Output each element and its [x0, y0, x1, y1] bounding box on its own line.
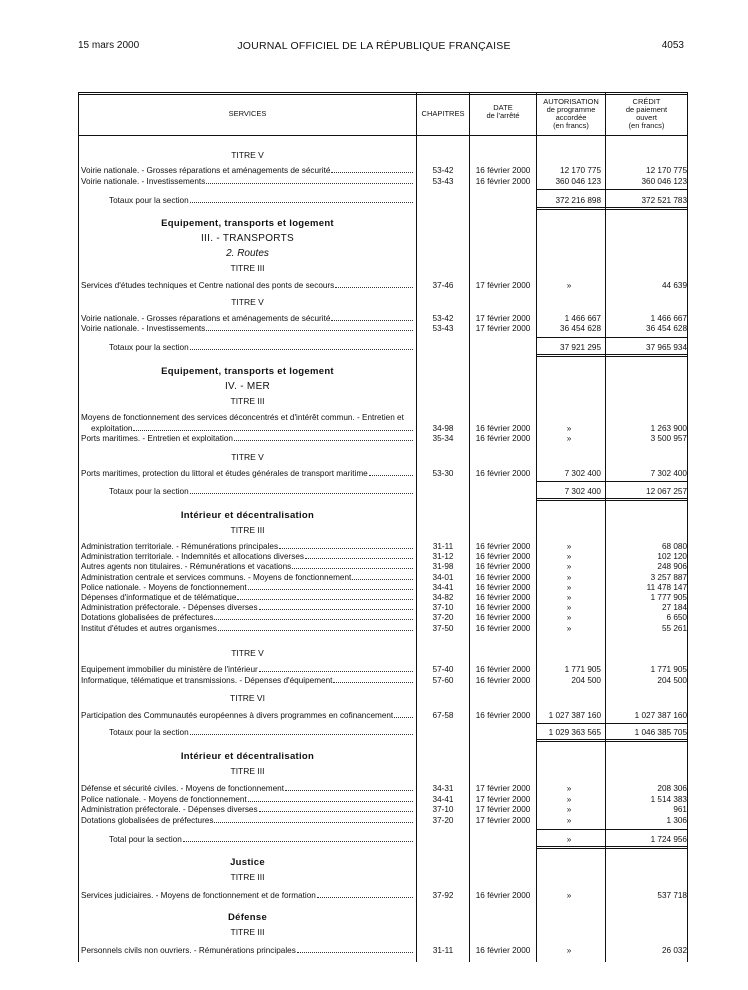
leader-dots — [237, 592, 413, 600]
titre-heading: TITRE VI — [230, 693, 265, 703]
table-row — [79, 794, 687, 805]
total-autorisation: 1 029 363 565 — [548, 728, 601, 737]
row-desc — [81, 794, 414, 805]
table-top-border — [78, 92, 688, 93]
ministry-heading: Défense — [227, 912, 268, 923]
col-head-cr-l2: de paiement — [625, 105, 668, 114]
row-autorisation: » — [566, 582, 572, 592]
row-date: 16 février 2000 — [475, 562, 531, 572]
row-desc-text: Informatique, télématique et transmissions. - Dépenses d'équipement — [81, 676, 333, 685]
titre-heading: TITRE III — [230, 766, 265, 776]
row-desc-text: Administration territoriale. - Rémunérations principales — [81, 542, 279, 551]
row-desc-text: Défense et sécurité civiles. - Moyens de fonctionnement — [81, 784, 284, 793]
col-head-aut-l2: de programme — [546, 105, 596, 114]
table-row — [79, 710, 687, 721]
total-rule — [537, 723, 687, 724]
total-double-rule-2 — [537, 500, 687, 501]
col-head-date — [470, 104, 536, 120]
row-credit: 102 120 — [657, 552, 687, 562]
row-desc-text: Personnels civils non ouvriers. - Rémunérations principales — [81, 946, 296, 955]
row-desc-text: Administration centrale et services communs. - Moyens de fonctionnement — [81, 572, 352, 582]
row-desc-text: Voirie nationale. - Investissements — [81, 177, 206, 186]
leader-dots — [292, 561, 413, 569]
row-autorisation: » — [566, 805, 572, 814]
titre-heading: TITRE V — [231, 297, 264, 307]
total-rule — [537, 829, 687, 830]
row-autorisation: 1 466 667 — [564, 314, 601, 323]
row-date: 16 février 2000 — [475, 572, 531, 582]
row-date: 16 février 2000 — [475, 665, 531, 674]
col-head-autorisation — [537, 98, 605, 130]
table-row — [79, 165, 687, 176]
row-date: 16 février 2000 — [475, 469, 531, 478]
total-label — [109, 342, 414, 353]
row-credit: 1 514 383 — [650, 794, 687, 804]
leader-dots — [248, 794, 413, 802]
col-head-date-l2: de l'arrêté — [486, 111, 520, 120]
row-credit: 36 454 628 — [646, 324, 687, 333]
total-autorisation: 7 302 400 — [564, 487, 601, 496]
row-date: 16 février 2000 — [475, 676, 531, 685]
row-desc-text: Police nationale. - Moyens de fonctionnement — [81, 794, 247, 804]
col-head-aut-l4: (en francs) — [553, 121, 589, 130]
titre-heading: TITRE III — [230, 872, 265, 882]
leader-dots — [369, 468, 413, 476]
row-autorisation: » — [566, 593, 572, 602]
titre-heading: TITRE III — [230, 263, 265, 273]
row-credit: 360 046 123 — [641, 177, 687, 186]
table-row — [79, 815, 687, 826]
row-autorisation: » — [566, 613, 572, 623]
row-chapitre: 35-34 — [432, 434, 454, 443]
table-row — [79, 623, 687, 634]
row-desc — [81, 176, 414, 187]
leader-dots — [214, 815, 413, 823]
row-autorisation: » — [566, 784, 572, 793]
total-double-rule-2 — [537, 848, 687, 849]
row-desc-text: Ports maritimes. - Entretien et exploitation — [81, 434, 233, 443]
col-border-chapitres — [469, 92, 470, 962]
row-desc-text: Ports maritimes, protection du littoral et études générales de transport maritime — [81, 469, 368, 478]
row-date: 17 février 2000 — [475, 281, 531, 290]
row-chapitre: 53-30 — [432, 469, 454, 478]
section-heading: IV. - MER — [224, 381, 271, 392]
row-credit: 248 906 — [657, 562, 687, 572]
ministry-heading: Justice — [230, 857, 265, 868]
row-chapitre: 37-92 — [432, 891, 454, 900]
row-desc-text: Services d'études techniques et Centre national des ponts de secours — [81, 281, 335, 290]
row-desc-text: Equipement immobilier du ministère de l'intérieur — [81, 665, 258, 674]
total-credit: 37 965 934 — [646, 343, 687, 352]
total-double-rule — [537, 354, 687, 355]
row-desc-text: Police nationale. - Moyens de fonctionnement — [81, 582, 247, 592]
row-autorisation: » — [566, 891, 572, 900]
titre-heading: TITRE III — [230, 396, 265, 406]
row-date: 16 février 2000 — [475, 552, 531, 562]
leader-dots — [331, 313, 413, 321]
leader-dots — [279, 541, 413, 549]
row-autorisation: 204 500 — [571, 676, 601, 685]
leader-dots — [234, 433, 413, 441]
page-date: 15 mars 2000 — [78, 40, 140, 51]
leader-dots — [285, 783, 413, 791]
total-credit: 1 046 385 705 — [634, 728, 687, 737]
total-double-rule-2 — [537, 741, 687, 742]
table-row — [79, 675, 687, 686]
leader-dots — [259, 664, 413, 672]
row-date: 16 février 2000 — [475, 891, 531, 900]
row-chapitre: 57-60 — [432, 676, 454, 685]
row-credit: 1 027 387 160 — [634, 711, 687, 720]
row-date: 16 février 2000 — [475, 711, 531, 720]
row-desc — [81, 623, 414, 634]
row-credit: 3 500 957 — [650, 434, 687, 443]
col-border-services — [416, 92, 417, 962]
row-date: 17 février 2000 — [475, 784, 531, 793]
col-head-date-l1: DATE — [493, 103, 513, 112]
row-desc-text: Autres agents non titulaires. - Rémunérations et vacations — [81, 562, 292, 572]
row-autorisation: » — [566, 572, 572, 582]
row-autorisation: » — [566, 281, 572, 290]
row-chapitre: 34-01 — [432, 572, 454, 582]
row-autorisation: » — [566, 794, 572, 804]
total-label — [109, 727, 414, 738]
total-double-rule — [537, 739, 687, 740]
leader-dots — [206, 323, 413, 331]
row-chapitre: 57-40 — [432, 665, 454, 674]
titre-heading: TITRE V — [231, 150, 264, 160]
row-credit: 1 777 905 — [650, 593, 687, 602]
table-row — [79, 280, 687, 291]
col-border-right — [687, 92, 688, 962]
leader-dots — [352, 572, 413, 580]
total-row — [79, 486, 687, 497]
leader-dots — [317, 890, 413, 898]
leader-dots — [259, 602, 413, 610]
row-credit: 7 302 400 — [650, 469, 687, 478]
total-rule — [537, 337, 687, 338]
row-credit: 1 771 905 — [650, 665, 687, 674]
col-border-date — [536, 92, 537, 962]
row-chapitre: 34-41 — [432, 794, 454, 804]
titre-heading: TITRE V — [231, 648, 264, 658]
row-chapitre: 37-46 — [432, 281, 454, 290]
row-credit: 55 261 — [661, 623, 687, 633]
row-desc-text: Administration territoriale. - Indemnités et allocations diverses — [81, 552, 304, 562]
row-date: 17 février 2000 — [475, 815, 531, 825]
table-row — [79, 945, 687, 956]
row-autorisation: 36 454 628 — [560, 324, 601, 333]
row-chapitre: 34-31 — [432, 784, 454, 793]
row-chapitre: 31-11 — [432, 542, 454, 551]
row-desc — [81, 323, 414, 334]
row-credit: 537 718 — [657, 891, 687, 900]
row-credit: 961 — [673, 805, 687, 814]
row-credit: 1 263 900 — [650, 424, 687, 433]
leader-dots — [218, 623, 413, 631]
col-head-cr-l4: (en francs) — [628, 121, 665, 130]
row-desc — [81, 675, 414, 686]
leader-dots — [183, 834, 413, 842]
total-label — [109, 486, 414, 497]
row-autorisation: 360 046 123 — [555, 177, 601, 186]
row-autorisation: 12 170 775 — [560, 166, 601, 175]
col-head-services: SERVICES — [228, 109, 267, 118]
row-date: 16 février 2000 — [475, 946, 531, 955]
row-credit: 3 257 887 — [650, 572, 687, 582]
row-credit: 26 032 — [661, 946, 687, 955]
row-credit: 44 639 — [661, 281, 687, 290]
table-row — [79, 176, 687, 187]
row-autorisation: » — [566, 603, 572, 613]
leader-dots — [331, 165, 413, 173]
total-label-text: Totaux pour la section — [109, 487, 189, 496]
row-desc — [81, 468, 414, 479]
row-desc — [81, 945, 414, 956]
row-chapitre: 37-20 — [432, 613, 454, 623]
row-desc — [81, 890, 414, 901]
total-label-text: Total pour la section — [109, 835, 182, 844]
row-chapitre: 37-10 — [432, 603, 454, 613]
ministry-heading: Intérieur et décentralisation — [180, 751, 315, 762]
row-chapitre: 53-42 — [432, 314, 454, 323]
row-chapitre: 53-42 — [432, 166, 454, 175]
row-autorisation: » — [566, 552, 572, 562]
row-date: 17 février 2000 — [475, 794, 531, 804]
leader-dots — [333, 675, 413, 683]
total-autorisation: 372 216 898 — [555, 196, 601, 205]
col-border-autorisation — [605, 92, 606, 962]
row-desc — [81, 280, 414, 291]
titre-heading: TITRE III — [230, 525, 265, 535]
table-row — [79, 804, 687, 815]
total-label-text: Totaux pour la section — [109, 196, 189, 205]
row-credit: 12 170 775 — [646, 166, 687, 175]
table-row — [79, 412, 687, 423]
row-credit: 1 466 667 — [650, 314, 687, 323]
leader-dots — [190, 486, 413, 494]
row-desc-text: Dotations globalisées de préfectures — [81, 613, 214, 623]
row-chapitre: 67-58 — [432, 711, 454, 720]
row-date: 16 février 2000 — [475, 177, 531, 186]
total-credit: 372 521 783 — [641, 196, 687, 205]
row-desc — [81, 664, 414, 675]
row-desc-text: Dotations globalisées de préfectures — [81, 815, 214, 825]
row-credit: 1 306 — [666, 815, 687, 825]
row-chapitre: 34-82 — [432, 593, 454, 602]
row-date: 16 février 2000 — [475, 623, 531, 633]
total-autorisation: 37 921 295 — [560, 343, 601, 352]
row-date: 16 février 2000 — [475, 582, 531, 592]
row-chapitre: 37-10 — [432, 805, 454, 814]
row-date: 16 février 2000 — [475, 434, 531, 443]
row-autorisation: » — [566, 815, 572, 825]
total-double-rule — [537, 846, 687, 847]
titre-heading: TITRE V — [231, 452, 264, 462]
row-date: 16 février 2000 — [475, 613, 531, 623]
row-autorisation: 1 771 905 — [564, 665, 601, 674]
row-chapitre: 53-43 — [432, 324, 454, 333]
table-row — [79, 890, 687, 901]
leader-dots — [394, 710, 413, 718]
ministry-heading: Intérieur et décentralisation — [180, 510, 315, 521]
row-autorisation: 1 027 387 160 — [548, 711, 601, 720]
table-row — [79, 783, 687, 794]
total-row — [79, 834, 687, 845]
titre-heading: TITRE III — [230, 927, 265, 937]
subsection-heading: 2. Routes — [226, 248, 269, 259]
row-autorisation: » — [566, 542, 572, 551]
row-date: 17 février 2000 — [475, 314, 531, 323]
row-desc-text: Voirie nationale. - Grosses réparations et aménagements de sécurité — [81, 166, 331, 175]
total-double-rule-2 — [537, 356, 687, 357]
ministry-heading: Equipement, transports et logement — [161, 366, 334, 377]
row-credit: 6 650 — [666, 613, 687, 623]
total-row — [79, 342, 687, 353]
table-row — [79, 433, 687, 444]
col-head-cr-l1: CRÉDIT — [632, 97, 661, 106]
total-credit: 1 724 956 — [650, 835, 687, 844]
leader-dots — [305, 551, 413, 559]
leader-dots — [297, 945, 413, 953]
row-chapitre: 34-98 — [432, 424, 454, 433]
row-date: 16 février 2000 — [475, 542, 531, 551]
row-desc-text: Administration préfectorale. - Dépenses diverses — [81, 603, 258, 613]
row-chapitre: 31-12 — [432, 552, 454, 562]
row-credit: 11 478 147 — [646, 582, 687, 592]
leader-dots — [248, 582, 413, 590]
total-label — [109, 834, 414, 845]
col-head-cr-l3: ouvert — [636, 113, 657, 122]
page-number: 4053 — [661, 40, 684, 51]
row-desc-text: Voirie nationale. - Investissements — [81, 324, 206, 333]
table-top-border-2 — [78, 94, 688, 95]
row-autorisation: » — [566, 562, 572, 572]
row-credit: 68 080 — [661, 542, 687, 551]
row-desc-text: Services judiciaires. - Moyens de fonctionnement et de formation — [81, 891, 316, 900]
leader-dots — [190, 727, 413, 735]
row-desc-text: Administration préfectorale. - Dépenses diverses — [81, 805, 258, 814]
journal-title: JOURNAL OFFICIEL DE LA RÉPUBLIQUE FRANÇAISE — [237, 40, 511, 52]
leader-dots — [133, 423, 413, 431]
row-chapitre: 34-41 — [432, 582, 454, 592]
row-chapitre: 37-20 — [432, 815, 454, 825]
leader-dots — [214, 612, 413, 620]
total-autorisation: » — [566, 835, 572, 844]
row-credit: 27 184 — [661, 603, 687, 613]
total-rule — [537, 189, 687, 190]
total-label-text: Totaux pour la section — [109, 343, 189, 352]
table-row — [79, 468, 687, 479]
total-row — [79, 195, 687, 206]
row-chapitre: 31-11 — [432, 946, 454, 955]
row-desc — [81, 783, 414, 794]
row-date: 16 février 2000 — [475, 603, 531, 613]
row-desc-wrap-l2: exploitation — [91, 424, 133, 433]
col-head-credit — [606, 98, 687, 130]
section-heading: III. - TRANSPORTS — [200, 233, 295, 244]
row-desc — [81, 165, 414, 176]
row-desc-text: Dépenses d'informatique et de télématique — [81, 593, 237, 602]
row-credit: 208 306 — [657, 784, 687, 793]
row-date: 17 février 2000 — [475, 324, 531, 333]
row-autorisation: » — [566, 946, 572, 955]
row-autorisation: 7 302 400 — [564, 469, 601, 478]
total-credit: 12 067 257 — [646, 487, 687, 496]
leader-dots — [190, 342, 413, 350]
row-desc — [81, 433, 414, 444]
row-desc-text: Institut d'études et autres organismes — [81, 623, 217, 633]
row-desc — [81, 804, 414, 815]
row-date: 16 février 2000 — [475, 424, 531, 433]
row-autorisation: » — [566, 424, 572, 433]
row-credit: 204 500 — [657, 676, 687, 685]
header-bottom-border — [78, 135, 688, 136]
row-chapitre: 37-50 — [432, 623, 454, 633]
total-double-rule — [537, 207, 687, 208]
leader-dots — [206, 176, 413, 184]
leader-dots — [335, 280, 413, 288]
row-chapitre: 31-98 — [432, 562, 454, 572]
row-desc — [81, 815, 414, 826]
col-head-aut-l3: accordée — [555, 113, 587, 122]
row-date: 16 février 2000 — [475, 593, 531, 602]
row-date: 17 février 2000 — [475, 805, 531, 814]
leader-dots — [259, 804, 413, 812]
total-double-rule — [537, 498, 687, 499]
table-row — [79, 323, 687, 334]
col-head-chapitres: CHAPITRES — [421, 109, 465, 118]
col-head-aut-l1: AUTORISATION — [543, 97, 599, 106]
leader-dots — [190, 195, 413, 203]
total-double-rule-2 — [537, 209, 687, 210]
row-autorisation: » — [566, 434, 572, 443]
row-desc — [81, 710, 414, 721]
total-rule — [537, 481, 687, 482]
total-label-text: Totaux pour la section — [109, 728, 189, 737]
total-row — [79, 727, 687, 738]
row-desc-text: Participation des Communautés européennes à divers programmes en cofinancement — [81, 711, 394, 720]
row-desc-text: Voirie nationale. - Grosses réparations et aménagements de sécurité — [81, 314, 331, 323]
row-autorisation: » — [566, 623, 572, 633]
row-date: 16 février 2000 — [475, 166, 531, 175]
ministry-heading: Equipement, transports et logement — [161, 218, 334, 229]
row-chapitre: 53-43 — [432, 177, 454, 186]
table-row — [79, 664, 687, 675]
row-desc-wrap-l1: Moyens de fonctionnement des services déconcentrés et d'intérêt commun. - Entretien et — [81, 413, 404, 422]
total-label — [109, 195, 414, 206]
